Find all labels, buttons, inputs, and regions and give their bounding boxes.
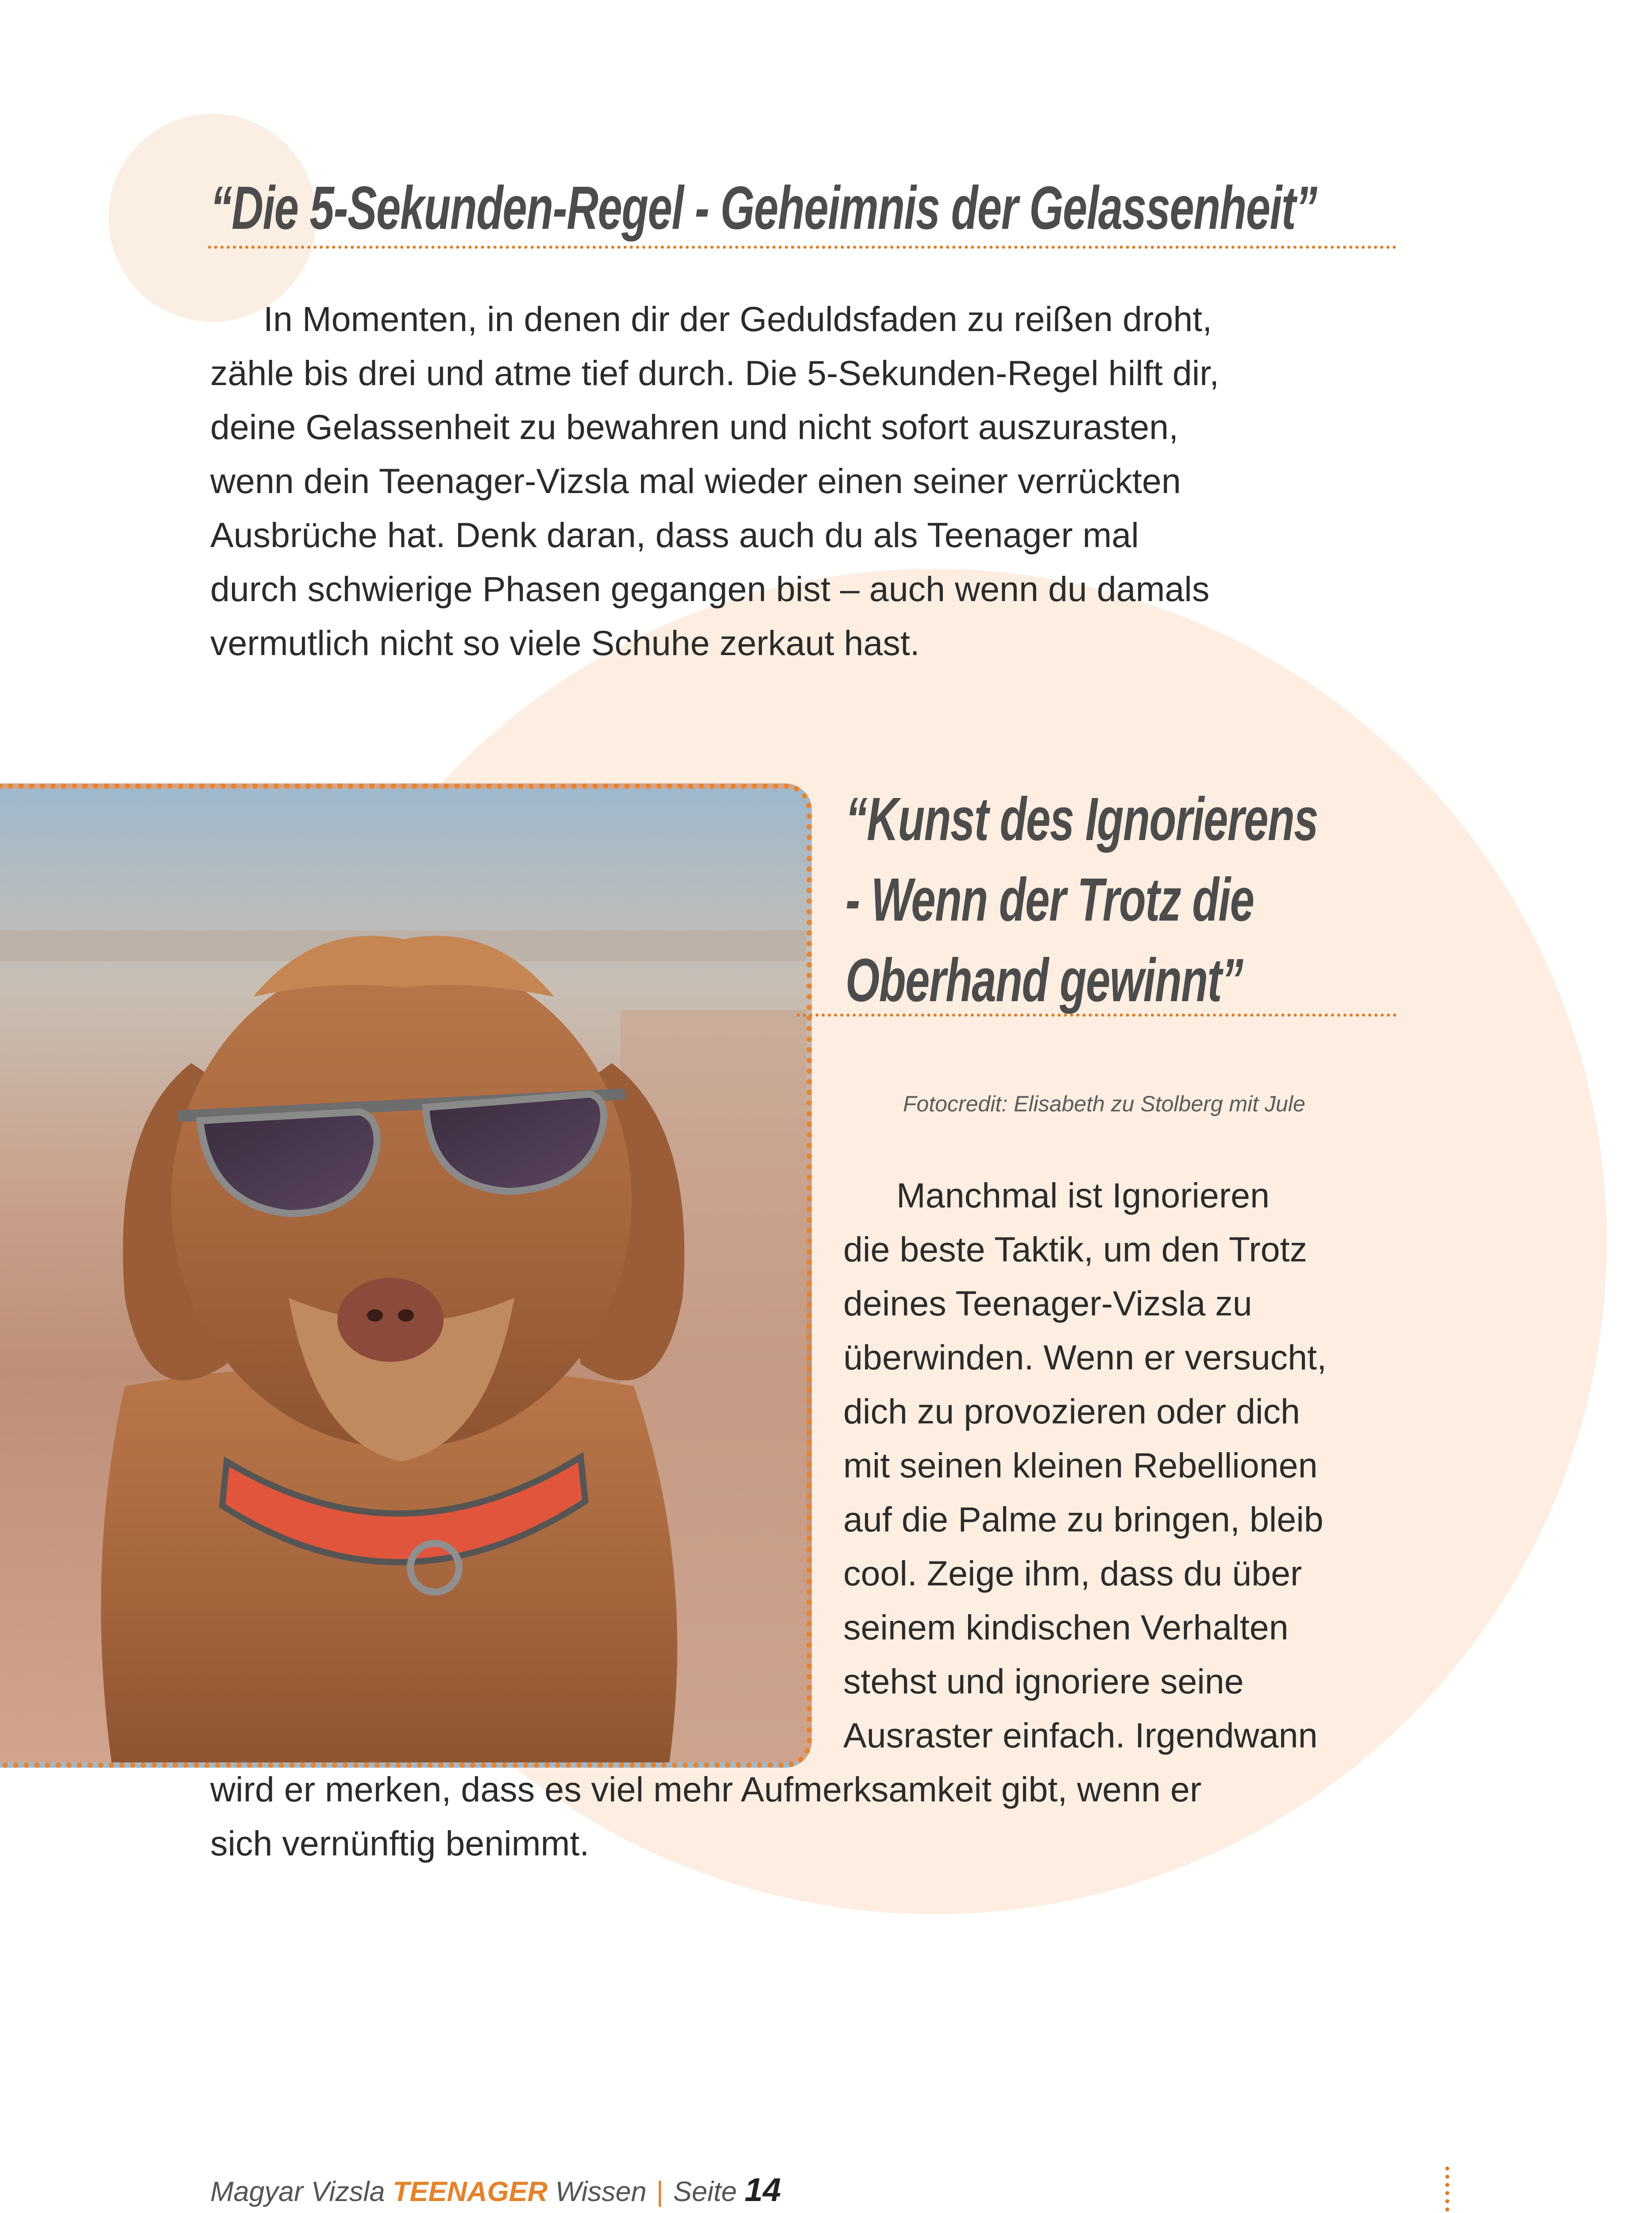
heading-line: Oberhand gewinnt” (845, 946, 1243, 1014)
text-line: Ausbrüche hat. Denk daran, dass auch du als Teenager mal (210, 515, 1139, 555)
text-line: durch schwierige Phasen gegangen bist – auch wenn du damals (210, 569, 1210, 609)
text-line: Ausraster einfach. Irgendwann (843, 1716, 1318, 1755)
paragraph-5-sekunden-regel (210, 292, 1405, 670)
text-line: überwinden. Wenn er versucht, (843, 1338, 1327, 1377)
footer-title-prefix: Magyar Vizsla (210, 2176, 393, 2207)
footer-page-label: Seite (673, 2176, 745, 2207)
text-line: sich vernünftig benimmt. (210, 1824, 590, 1863)
text-line: Manchmal ist Ignorieren (896, 1176, 1270, 1215)
text-line: mit seinen kleinen Rebellionen (843, 1446, 1318, 1485)
text-line: stehst und ignoriere seine (843, 1662, 1244, 1701)
text-line: deines Teenager-Vizsla zu (843, 1284, 1252, 1323)
text-line: deine Gelassenheit zu bewahren und nicht sofort auszurasten, (210, 407, 1179, 447)
page-number: 14 (745, 2171, 781, 2208)
page-footer (210, 2171, 781, 2209)
text-line: die beste Taktik, um den Trotz (843, 1230, 1308, 1269)
heading-line: - Wenn der Trotz die (845, 866, 1254, 934)
dotted-divider (797, 1014, 1397, 1017)
text-line: wird er merken, dass es viel mehr Aufmerksamkeit gibt, wenn er (210, 1770, 1202, 1809)
text-line: auf die Palme zu bringen, bleib (843, 1500, 1324, 1539)
text-line: cool. Zeige ihm, dass du über (843, 1554, 1302, 1593)
text-line: vermutlich nicht so viele Schuhe zerkaut hast. (210, 623, 920, 663)
text-line: dich zu provozieren oder dich (843, 1392, 1300, 1431)
text-line: In Momenten, in denen dir der Geduldsfaden zu reißen droht, (263, 299, 1212, 339)
text-line: seinem kindischen Verhalten (843, 1608, 1289, 1647)
dog-photo (0, 783, 812, 1768)
footer-dotted-marker (1445, 2167, 1449, 2213)
text-line: zähle bis drei und atme tief durch. Die 5-Sekunden-Regel hilft dir, (210, 353, 1220, 393)
footer-title-highlight: TEENAGER (393, 2176, 548, 2207)
dog-with-sunglasses-illustration (0, 789, 807, 1762)
section-heading-kunst-des-ignorierens (845, 779, 1318, 1021)
heading-line: “Kunst des Ignorierens (845, 785, 1318, 853)
footer-title-suffix: Wissen (548, 2176, 647, 2207)
footer-separator: | (656, 2176, 664, 2207)
section-heading-5-sekunden-regel: “Die 5-Sekunden-Regel - Geheimnis der Gelassenheit” (210, 174, 1317, 242)
paragraph-kunst-des-ignorierens (210, 1168, 1327, 1870)
dotted-divider (208, 246, 1397, 249)
photo-credit: Fotocredit: Elisabeth zu Stolberg mit Jule (903, 1091, 1305, 1116)
text-line: wenn dein Teenager-Vizsla mal wieder einen seiner verrückten (210, 461, 1181, 501)
